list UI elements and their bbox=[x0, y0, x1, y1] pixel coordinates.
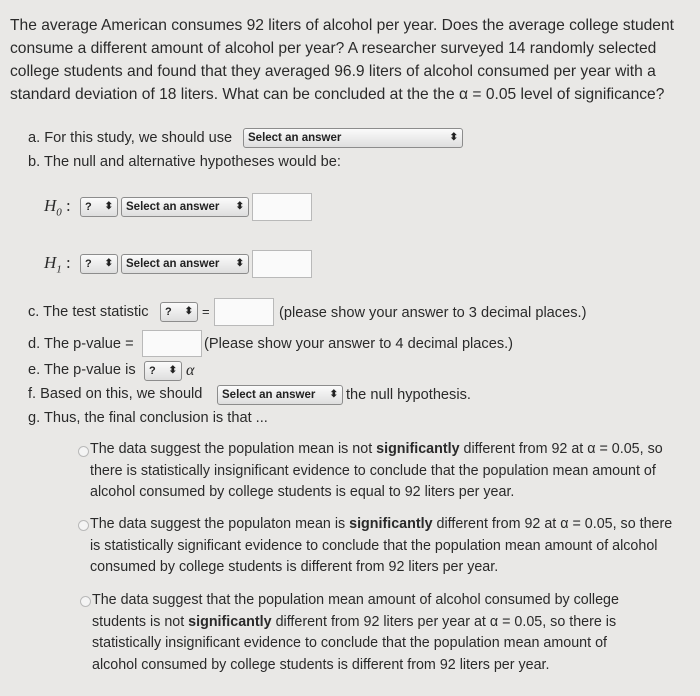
h1-value-input[interactable] bbox=[252, 250, 312, 278]
conclusion-radio-3[interactable] bbox=[80, 596, 91, 607]
select-arrows-icon: ⬍ bbox=[184, 306, 193, 317]
p-value-comparison-value: ? bbox=[149, 365, 156, 377]
h0-parameter-select[interactable] bbox=[121, 197, 249, 217]
study-type-select-value: Select an answer bbox=[248, 132, 342, 144]
select-arrows-icon: ⬍ bbox=[329, 389, 338, 400]
test-statistic-value: ? bbox=[165, 306, 172, 318]
h1-sign-select[interactable] bbox=[80, 254, 118, 274]
equals-sign: = bbox=[202, 304, 210, 319]
h0-label: $H_0$ : bbox=[44, 196, 71, 219]
select-arrows-icon: ⬍ bbox=[235, 258, 244, 269]
alpha-symbol: α bbox=[186, 362, 195, 379]
study-type-select[interactable] bbox=[243, 128, 463, 148]
p-value-comparison-select[interactable] bbox=[144, 361, 182, 381]
select-arrows-icon: ⬍ bbox=[235, 201, 244, 212]
question-text: The average American consumes 92 liters of alcohol per year. Does the average college student consume a different amount of alcohol per year? A researcher surveyed 14 randomly selected college students and found that they averaged 96.9 liters of alcohol consumed per year with a standard deviation of 18 liters. What can be concluded at the the α = 0.05 level of significance? bbox=[10, 17, 674, 103]
part-g-label: g. Thus, the final conclusion is that ... bbox=[28, 410, 268, 426]
h1-parameter-select[interactable] bbox=[121, 254, 249, 274]
part-a-label: a. For this study, we should use bbox=[28, 130, 233, 146]
h0-sign-value: ? bbox=[85, 201, 92, 213]
part-c-label: c. The test statistic bbox=[28, 304, 149, 320]
conclusion-radio-1[interactable] bbox=[78, 446, 89, 457]
p-value-input[interactable] bbox=[142, 330, 202, 357]
conclusion-radio-2[interactable] bbox=[78, 520, 89, 531]
decision-select[interactable] bbox=[217, 385, 343, 405]
h1-label: $H_1$ : bbox=[44, 253, 71, 276]
part-b-label: b. The null and alternative hypotheses would be: bbox=[28, 154, 341, 170]
decision-select-value: Select an answer bbox=[222, 389, 316, 401]
h0-parameter-value: Select an answer bbox=[126, 201, 220, 213]
conclusion-option-2[interactable]: The data suggest the populaton mean is significantly different from 92 at α = 0.05, so there is statistically significant evidence to conclude that the population mean amount of alcohol consumed by college students is different from 92 liters per year. bbox=[90, 516, 673, 575]
part-c-note: (please show your answer to 3 decimal places.) bbox=[279, 305, 587, 321]
part-e-label: e. The p-value is bbox=[28, 362, 136, 378]
h0-sign-select[interactable] bbox=[80, 197, 118, 217]
part-f-label: f. Based on this, we should bbox=[28, 386, 203, 402]
test-statistic-select[interactable] bbox=[160, 302, 198, 322]
test-statistic-input[interactable] bbox=[214, 298, 274, 326]
select-arrows-icon: ⬍ bbox=[449, 132, 458, 143]
part-d-label: d. The p-value = bbox=[28, 336, 134, 352]
h0-value-input[interactable] bbox=[252, 193, 312, 221]
select-arrows-icon: ⬍ bbox=[104, 201, 113, 212]
select-arrows-icon: ⬍ bbox=[104, 258, 113, 269]
conclusion-option-3[interactable]: The data suggest that the population mean amount of alcohol consumed by college students is not significantly different from 92 liters per year at α = 0.05, so there is statistically insignificant evidence to conclude that the population mean amount of alcohol consumed by college students is different from 92 liters per year. bbox=[92, 592, 619, 673]
h1-sign-value: ? bbox=[85, 258, 92, 270]
h1-parameter-value: Select an answer bbox=[126, 258, 220, 270]
select-arrows-icon: ⬍ bbox=[168, 365, 177, 376]
conclusion-option-1[interactable]: The data suggest the population mean is not significantly different from 92 at α = 0.05, so there is statistically insignificant evidence to conclude that the population mean amount of alcohol consumed by college students is equal to 92 liters per year. bbox=[90, 441, 663, 500]
part-d-note: (Please show your answer to 4 decimal places.) bbox=[204, 336, 514, 352]
part-f-suffix: the null hypothesis. bbox=[346, 387, 471, 403]
